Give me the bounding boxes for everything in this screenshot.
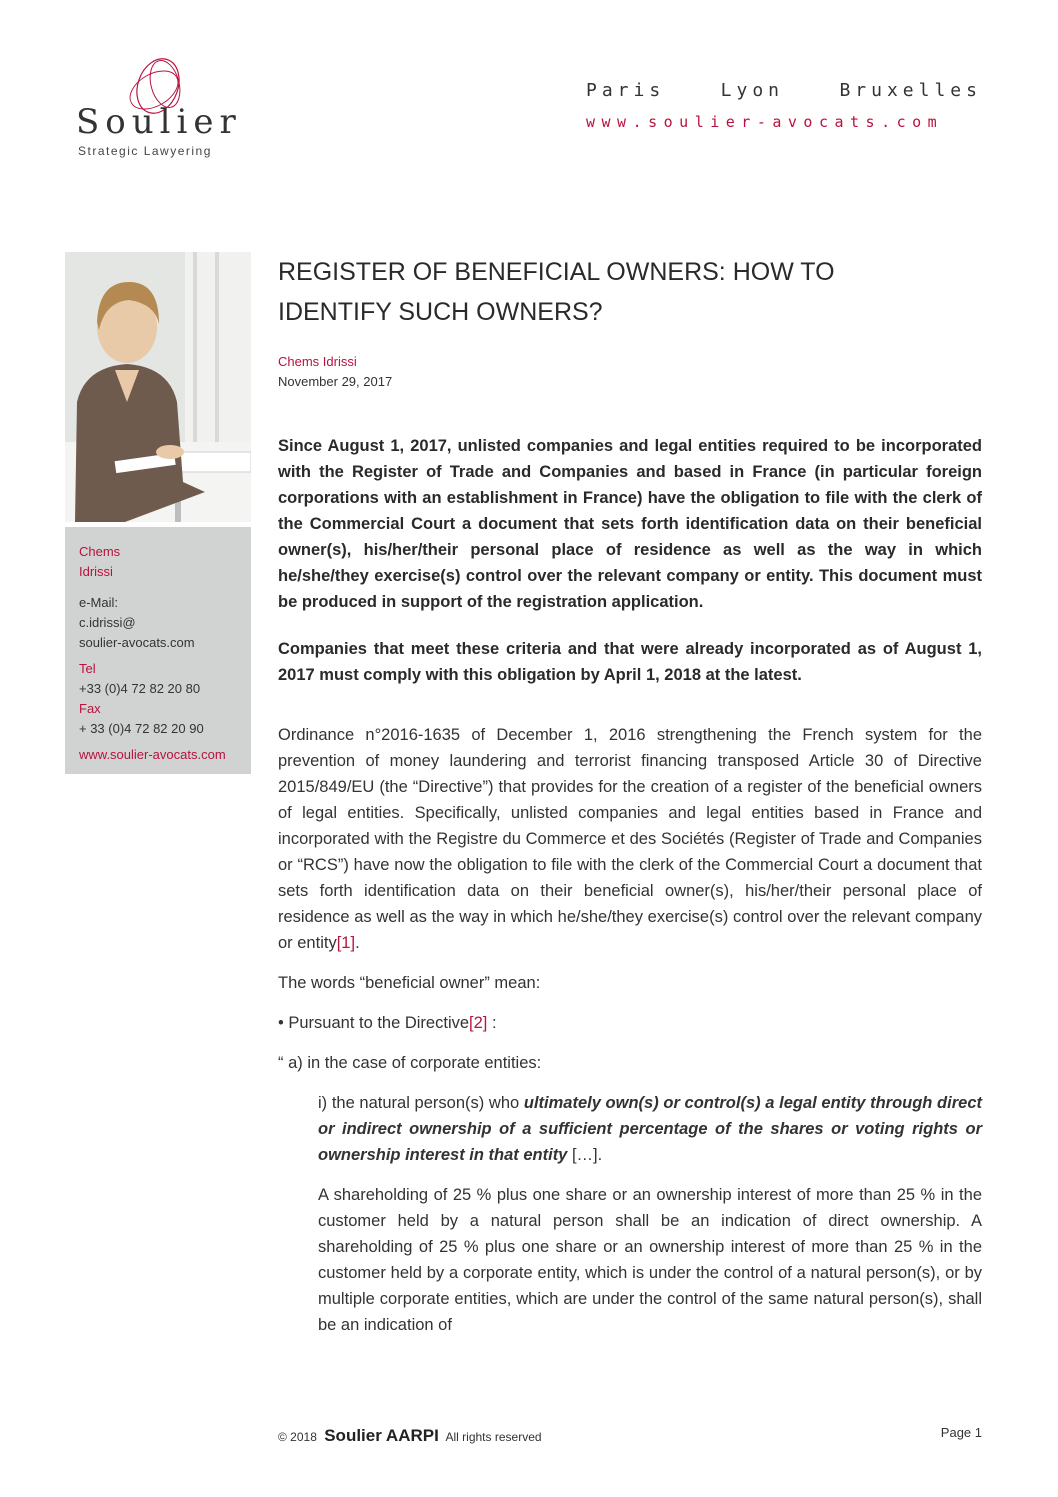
logo-wordmark: Soulier	[76, 102, 242, 142]
lead-paragraph-1: Since August 1, 2017, unlisted companies and legal entities required to be incorporated with the Register of Trade and Companies and based in France (in particular foreign corporations with an establishment in France) have the obligation to file with the clerk of the Commercial Court a document that sets forth identification data on their beneficial owner(s), his/her/their personal place of residence as well as the way in which he/she/they exercise(s) control over the relevant company or entity. This document must be produced in support of the registration application.	[278, 437, 982, 611]
ordinance-end: .	[355, 934, 360, 952]
body-bullet-directive	[278, 1010, 982, 1036]
directive-end: :	[487, 1014, 497, 1032]
article-body	[278, 433, 982, 1338]
article-author[interactable]: Chems Idrissi	[278, 354, 357, 369]
email-link-line1[interactable]: c.idrissi@	[79, 615, 136, 630]
email-link-line2[interactable]: soulier-avocats.com	[79, 635, 195, 650]
quote-paragraph-2: A shareholding of 25 % plus one share or an ownership interest of more than 25 % in the customer held by a natural person shall be an indication of direct ownership. A shareholding of 25 % plus one share or an ownership interest of more than 25 % in the customer held by a corporate entity, which is under the control of a natural person(s), or by multiple corporate entities, which are under the control of the same natural person(s), shall be an indication of	[318, 1186, 982, 1334]
footer-copyright	[278, 1426, 542, 1446]
directive-text: • Pursuant to the Directive	[278, 1014, 470, 1032]
footnote-ref-1[interactable]: [1]	[336, 934, 356, 952]
body-paragraph-definition: The words “beneficial owner” mean:	[278, 974, 541, 992]
tel-value: +33 (0)4 72 82 20 80	[79, 681, 201, 696]
email-label: e-Mail:	[79, 595, 119, 610]
fax-value: + 33 (0)4 72 82 20 90	[79, 721, 204, 736]
body-paragraph-corporate: “ a) in the case of corporate entities:	[278, 1054, 542, 1072]
quote-paragraph-1	[278, 1090, 982, 1168]
city-paris: Paris	[586, 80, 666, 101]
quote-end: […].	[567, 1146, 603, 1164]
ordinance-text: Ordinance n°2016-1635 of December 1, 2016 strengthening the French system for the prevention of money laundering and terrorist financing transposed Article 30 of Directive 2015/849/EU (the “Directive”) that provides for the creation of a register of the beneficial owners of legal entities. Specifically, unlisted companies and legal entities based in France and incorporated with the Registre du Commerce et des Sociétés (Register of Trade and Companies or “RCS”) have now the obligation to file with the clerk of the Commercial Court a document that sets forth identification data on their beneficial owner(s), his/her/their personal place of residence as well as the way in which he/she/they exercise(s) control over the relevant company or entity	[278, 726, 982, 952]
author-portrait	[65, 252, 251, 522]
article-title: REGISTER OF BENEFICIAL OWNERS: HOW TO IDENTIFY SUCH OWNERS?	[278, 258, 835, 326]
soulier-logo	[70, 52, 240, 162]
office-cities	[586, 80, 982, 101]
sidebar-website-link[interactable]: www.soulier-avocats.com	[79, 747, 226, 762]
copyright-year: © 2018	[278, 1430, 317, 1444]
author-last-name: Idrissi	[79, 564, 113, 579]
footer-rights: All rights reserved	[445, 1430, 542, 1444]
page-number: Page 1	[940, 1425, 982, 1440]
author-contact-panel	[65, 527, 251, 774]
city-lyon: Lyon	[720, 80, 784, 101]
portrait-photo-icon	[65, 252, 251, 522]
footnote-ref-2[interactable]: [2]	[469, 1014, 488, 1032]
quote-emphasis: ultimately own(s) or control(s) a legal entity through direct or indirect ownership of a sufficient percentage of the shares or voting rights or ownership interest in that entity	[318, 1094, 982, 1164]
lead-paragraph-2: Companies that meet these criteria and that were already incorporated as of August 1, 2017 must comply with this obligation by April 1, 2018 at the latest.	[278, 640, 982, 684]
fax-label: Fax	[79, 701, 101, 716]
quote-start: i) the natural person(s) who	[318, 1094, 524, 1112]
logo-tagline: Strategic Lawyering	[78, 144, 212, 158]
body-paragraph-ordinance	[278, 722, 982, 956]
author-first-name: Chems	[79, 544, 121, 559]
footer-company: Soulier AARPI	[324, 1426, 439, 1445]
article-date: November 29, 2017	[278, 374, 393, 389]
header-website-link[interactable]: www.soulier-avocats.com	[586, 113, 944, 131]
tel-label: Tel	[79, 661, 96, 676]
city-bruxelles: Bruxelles	[839, 80, 982, 101]
